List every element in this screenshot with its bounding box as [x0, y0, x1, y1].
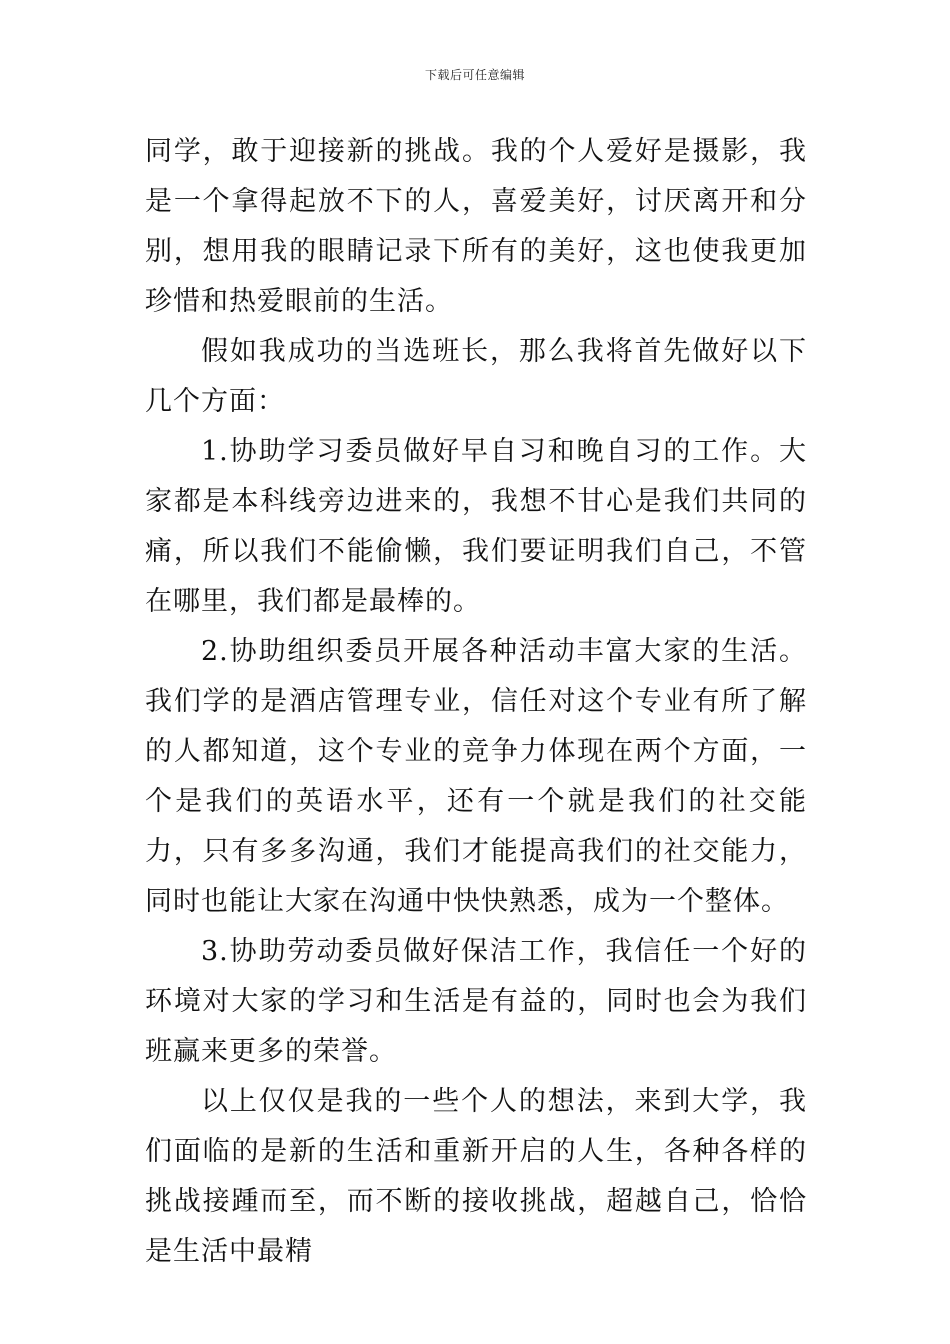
paragraph-conclusion: 以上仅仅是我的一些个人的想法，来到大学，我们面临的是新的生活和重新开启的人生，各种各样的挑战接踵而至，而不断的接收挑战，超越自己，恰恰是生活中最精 [145, 1086, 807, 1267]
paragraph-continuation: 同学，敢于迎接新的挑战。我的个人爱好是摄影，我是一个拿得起放不下的人，喜爱美好，讨厌离开和分别，想用我的眼睛记录下所有的美好，这也使我更加珍惜和热爱眼前的生活。 [145, 136, 807, 317]
paragraph-item-2: 2.协助组织委员开展各种活动丰富大家的生活。我们学的是酒店管理专业，信任对这个专业有所了解的人都知道，这个专业的竞争力体现在两个方面，一个是我们的英语水平，还有一个就是我们的社交能力，只有多多沟通，我们才能提高我们的社交能力，同时也能让大家在沟通中快快熟悉，成为一个整体。 [145, 636, 807, 917]
document-body [145, 127, 807, 1277]
paragraph-item-1: 1.协助学习委员做好早自习和晚自习的工作。大家都是本科线旁边进来的，我想不甘心是我们共同的痛，所以我们不能偷懒，我们要证明我们自己，不管在哪里，我们都是最棒的。 [145, 436, 807, 617]
paragraph-intro: 假如我成功的当选班长，那么我将首先做好以下几个方面： [145, 336, 807, 417]
page-header: 下载后可任意编辑 [424, 68, 525, 82]
paragraph-item-3: 3.协助劳动委员做好保洁工作，我信任一个好的环境对大家的学习和生活是有益的，同时也会为我们班赢来更多的荣誉。 [145, 936, 807, 1067]
